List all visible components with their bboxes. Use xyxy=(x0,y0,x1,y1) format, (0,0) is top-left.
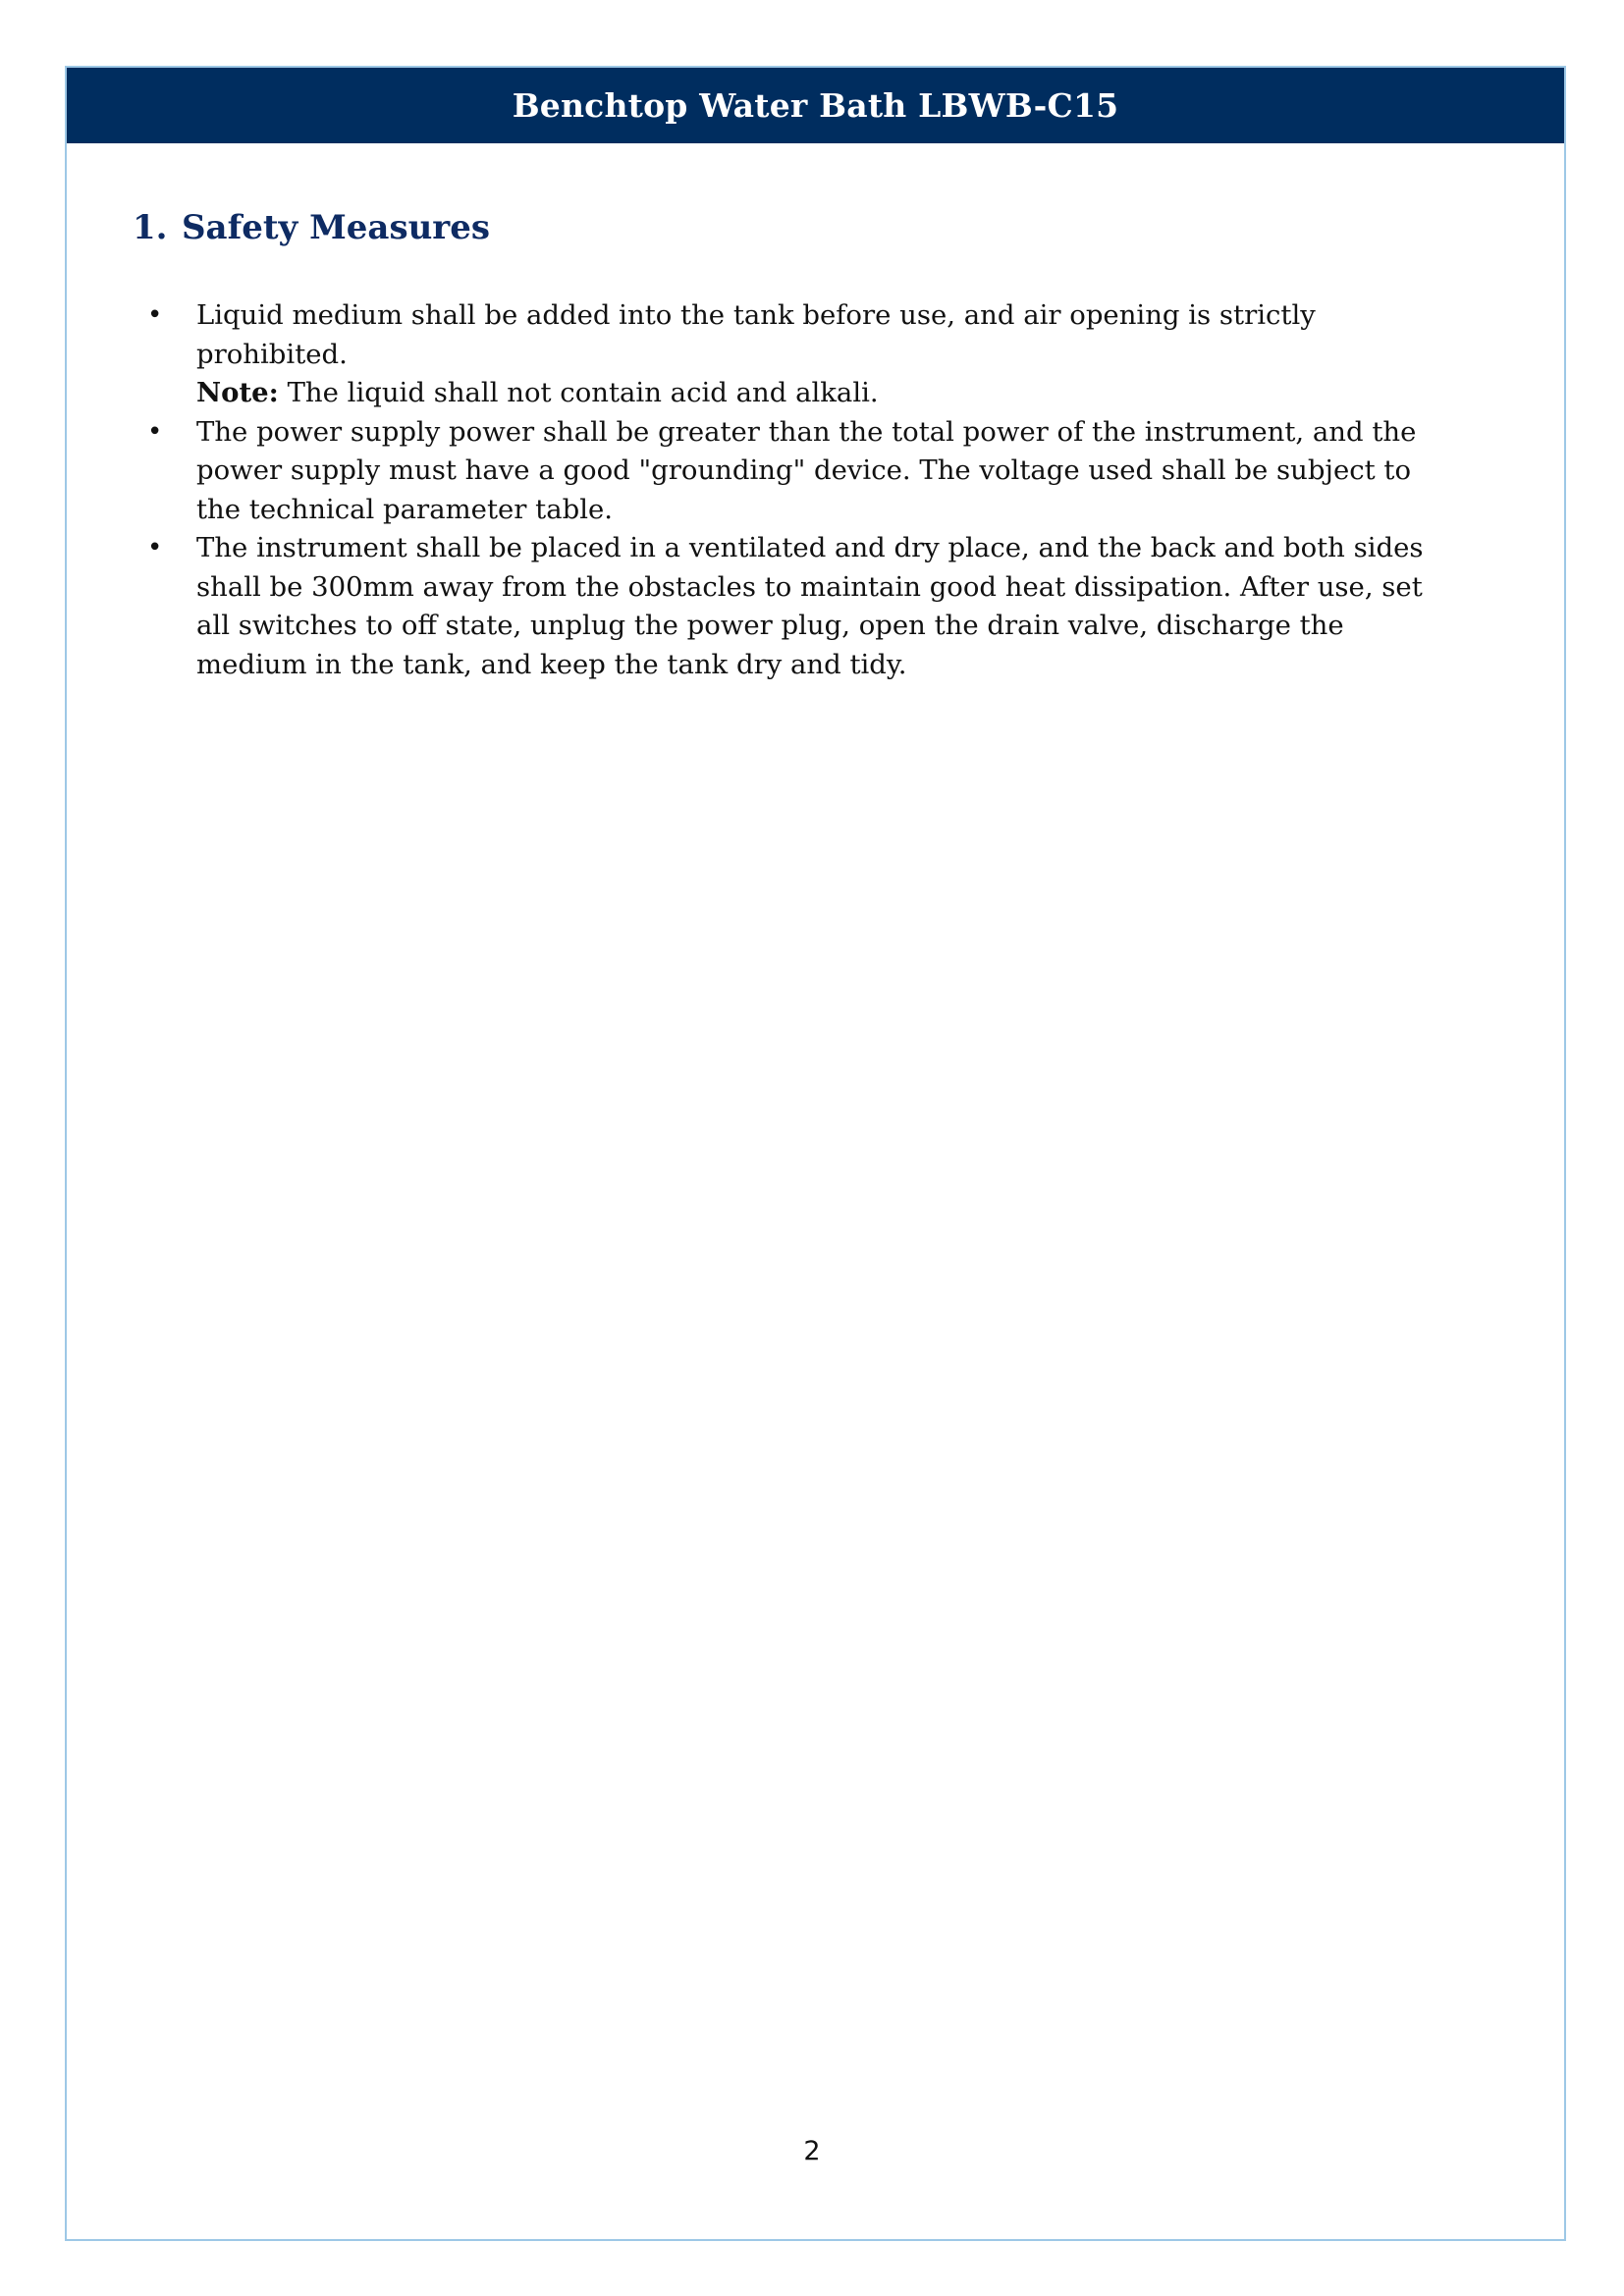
bullet-text: The power supply power shall be greater than the total power of the instrument, and the power supply must have a good "grounding" device. The voltage used shall be subject to the technical parameter table. xyxy=(196,415,1417,525)
note-text: The liquid shall not contain acid and alkali. xyxy=(278,377,879,408)
bullet-text: The instrument shall be placed in a ventilated and dry place, and the back and both sides shall be 300mm away from the obstacles to maintain good heat dissipation. After use, set all switches to off state, unplug the power plug, open the drain valve, discharge the medium in the tank, and keep the tank dry and tidy. xyxy=(196,532,1424,680)
list-item xyxy=(147,296,1443,413)
bullet-text: Liquid medium shall be added into the tank before use, and air opening is strictly prohibited. xyxy=(196,299,1316,370)
section-title: Safety Measures xyxy=(182,208,490,247)
section-heading xyxy=(133,208,490,247)
page-number: 2 xyxy=(803,2136,821,2166)
document-title: Benchtop Water Bath LBWB-C15 xyxy=(512,86,1119,125)
note-line xyxy=(196,374,1443,413)
title-bar xyxy=(67,68,1564,143)
bullet-icon: • xyxy=(147,533,163,562)
safety-bullet-list xyxy=(147,296,1443,684)
list-item xyxy=(147,413,1443,530)
section-number: 1. xyxy=(133,208,168,247)
bullet-icon: • xyxy=(147,300,163,330)
note-label: Note: xyxy=(196,377,279,408)
bullet-icon: • xyxy=(147,416,163,447)
list-item xyxy=(147,529,1443,684)
